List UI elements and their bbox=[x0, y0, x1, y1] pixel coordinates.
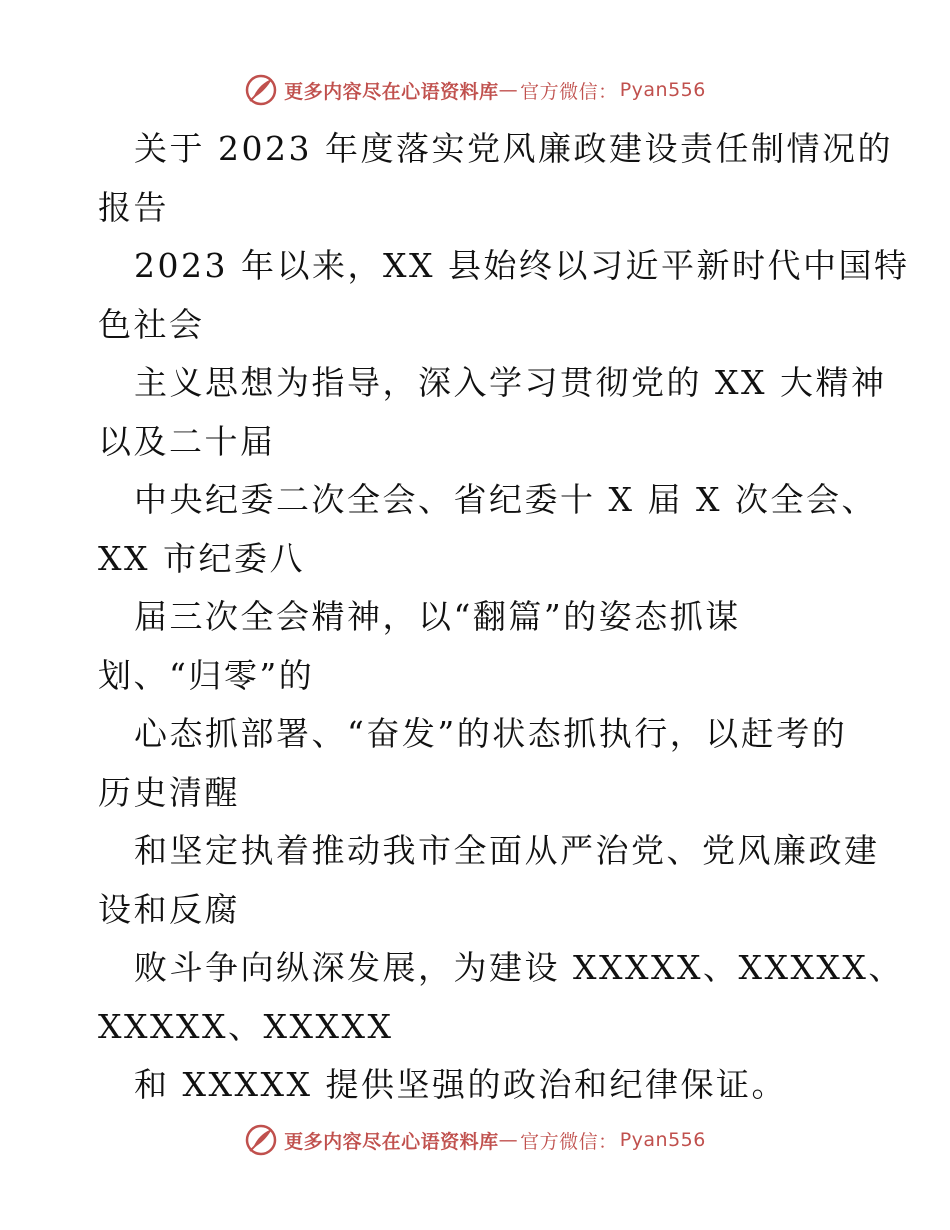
paragraph-line: 划、“归零”的 bbox=[98, 655, 315, 695]
watermark-dash: — bbox=[498, 79, 519, 101]
paragraph-line: 和 XXXXX 提供坚强的政治和纪律保证。 bbox=[134, 1065, 787, 1104]
document-body bbox=[98, 120, 910, 1115]
watermark-wechat-id: Pyan556 bbox=[619, 79, 706, 101]
document-title-line: 报告 bbox=[98, 187, 169, 227]
footer-watermark bbox=[0, 1120, 950, 1160]
document-title-line: 关于 2023 年度落实党风廉政建设责任制情况的 bbox=[134, 129, 893, 168]
watermark-dash: — bbox=[498, 1129, 519, 1151]
paragraph-line: 以及二十届 bbox=[98, 421, 276, 461]
watermark-text: 更多内容尽在心语资料库 bbox=[284, 1130, 499, 1153]
paragraph-line: 和坚定执着推动我市全面从严治党、党风廉政建 bbox=[134, 831, 880, 870]
feather-pen-logo-icon bbox=[244, 1123, 278, 1157]
paragraph-line: 历史清醒 bbox=[98, 772, 240, 812]
paragraph-line: 设和反腐 bbox=[98, 889, 240, 929]
watermark-text: 更多内容尽在心语资料库 bbox=[284, 80, 499, 103]
paragraph-line: 届三次全会精神，以“翻篇”的姿态抓谋 bbox=[134, 597, 741, 636]
watermark-wechat-label: 官方微信： bbox=[520, 80, 618, 103]
paragraph-line: 色社会 bbox=[98, 304, 205, 344]
paragraph-line: 败斗争向纵深发展，为建设 XXXXX、XXXXX、 bbox=[134, 948, 904, 987]
header-watermark bbox=[0, 70, 950, 110]
paragraph-line: 2023 年以来，XX 县始终以习近平新时代中国特 bbox=[134, 246, 910, 285]
feather-pen-logo-icon bbox=[244, 73, 278, 107]
paragraph-line: 主义思想为指导，深入学习贯彻党的 XX 大精神 bbox=[134, 363, 887, 402]
watermark-wechat-id: Pyan556 bbox=[619, 1129, 706, 1151]
paragraph-line: XXXXX、XXXXX bbox=[98, 1006, 394, 1046]
paragraph-line: 中央纪委二次全会、省纪委十 X 届 X 次全会、 bbox=[134, 480, 877, 519]
paragraph-line: XX 市纪委八 bbox=[98, 538, 305, 578]
paragraph-line: 心态抓部署、“奋发”的状态抓执行，以赶考的 bbox=[134, 714, 848, 753]
watermark-wechat-label: 官方微信： bbox=[520, 1130, 618, 1153]
